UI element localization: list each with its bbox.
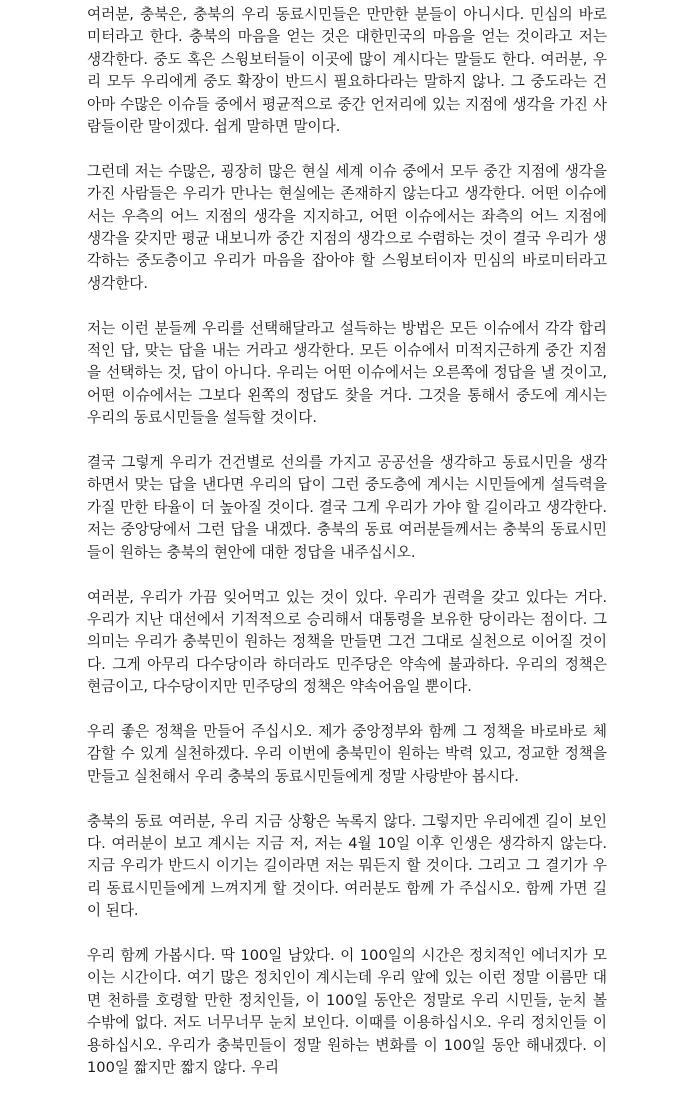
document-body xyxy=(87,4,607,1102)
paragraph-8: 우리 함께 가봅시다. 딱 100일 남았다. 이 100일의 시간은 정치적인 에너지가 모이는 시간이다. 여기 많은 정치인이 계시는데 우리 앞에 있는 이런 정말 이름만 대면 천하를 호령할 만한 정치인들, 이 100일 동안은 정말로 우리 시민들, 눈치 볼 수밖에 없다. 저도 너무너무 눈치 보인다. 이때를 이용하십시오. 우리 정치인들 이용하십시오. 우리가 충북민들이 정말 원하는 변화를 이 100일 동안 해내겠다. 이 100일 짧지만 짧지 않다. 우리 xyxy=(87,946,607,1076)
paragraph-5: 여러분, 우리가 가끔 잊어먹고 있는 것이 있다. 우리가 권력을 갖고 있다는 거다. 우리가 지난 대선에서 기적적으로 승리해서 대통령을 보유한 당이라는 점이다. 그 의미는 우리가 충북민이 원하는 정책을 만들면 그건 그대로 실천으로 이어질 것이다. 그게 아무리 다수당이라 하더라도 민주당은 약속에 불과하다. 우리의 정책은 현금이고, 다수당이지만 민주당의 정책은 약속어음일 뿐이다. xyxy=(87,588,607,696)
paragraph-2: 그런데 저는 수많은, 굉장히 많은 현실 세계 이슈 중에서 모두 중간 지점에 생각을 가진 사람들은 우리가 만나는 현실에는 존재하지 않는다고 생각한다. 어떤 이슈에서는 우측의 어느 지점의 생각을 지지하고, 어떤 이슈에서는 좌측의 어느 지점에 생각을 갖지만 평균 내보니까 중간 지점의 생각으로 수렴하는 것이 결국 우리가 생각하는 중도층이고 우리가 마음을 잡아야 할 스윙보터이자 민심의 바로미터라고 생각한다. xyxy=(87,162,607,292)
paragraph-6: 우리 좋은 정책을 만들어 주십시오. 제가 중앙정부와 함께 그 정책을 바로바로 체감할 수 있게 실천하겠다. 우리 이번에 충북민이 원하는 박력 있고, 정교한 정책을 만들고 실천해서 우리 충북의 동료시민들에게 정말 사랑받아 봅시다. xyxy=(87,722,607,785)
paragraph-3: 저는 이런 분들께 우리를 선택해달라고 설득하는 방법은 모든 이슈에서 각각 합리적인 답, 맞는 답을 내는 거라고 생각한다. 모든 이슈에서 미적지근하게 중간 지점을 선택하는 것, 답이 아니다. 우리는 어떤 이슈에서는 오른쪽에 정답을 낼 것이고, 어떤 이슈에서는 그보다 왼쪽의 정답도 찾을 거다. 그것을 통해서 중도에 계시는 우리의 동료시민들을 설득할 것이다. xyxy=(87,319,607,427)
paragraph-7: 충북의 동료 여러분, 우리 지금 상황은 녹록지 않다. 그렇지만 우리에겐 길이 보인다. 여러분이 보고 계시는 지금 저, 저는 4월 10일 이후 인생은 생각하지 않는다. 지금 우리가 반드시 이기는 길이라면 저는 뭐든지 할 것이다. 그리고 그 결기가 우리 동료시민들에게 느껴지게 할 것이다. 여러분도 함께 가 주십시오. 함께 가면 길이 된다. xyxy=(87,812,607,920)
paragraph-1: 여러분, 충북은, 충북의 우리 동료시민들은 만만한 분들이 아니시다. 민심의 바로미터라고 한다. 충북의 마음을 얻는 것은 대한민국의 마음을 얻는 것이라고 저는 생각한다. 중도 혹은 스윙보터들이 이곳에 많이 계시다는 말들도 한다. 여러분, 우리 모두 우리에게 중도 확장이 반드시 필요하다라는 말하지 않나. 그 중도라는 건 아마 수많은 이슈들 중에서 평균적으로 중간 언저리에 있는 지점에 생각을 가진 사람들이란 말이겠다. 쉽게 말하면 말이다. xyxy=(87,6,607,136)
paragraph-4: 결국 그렇게 우리가 건건별로 선의를 가지고 공공선을 생각하고 동료시민을 생각하면서 맞는 답을 낸다면 우리의 답이 그런 중도층에 계시는 시민들에게 설득력을 가질 만한 타율이 더 높아질 것이다. 결국 그게 우리가 가야 할 길이라고 생각한다. 저는 중앙당에서 그런 답을 내겠다. 충북의 동료 여러분들께서는 충북의 동료시민들이 원하는 충북의 현안에 대한 정답을 내주십시오. xyxy=(87,454,607,561)
